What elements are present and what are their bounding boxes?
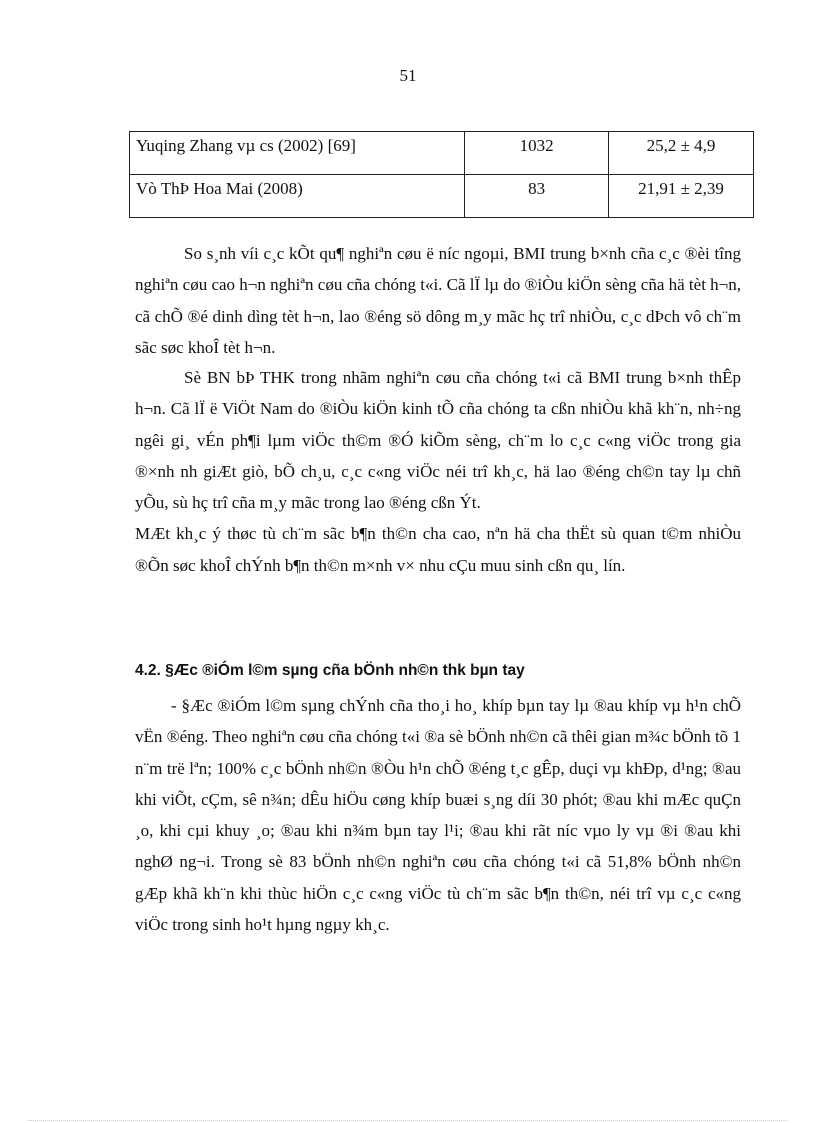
table-cell-count: 83 xyxy=(465,175,609,218)
paragraph-text: MÆt kh¸c ý thøc tù ch¨m sãc b¶n th©n cha cao, nªn hä cha thËt sù quan t©m nhiÒu ®Õn søc khoÎ chÝnh b¶n th©n m×nh v× nhu cÇu muu sinh cßn qu¸ lín. xyxy=(135,524,741,575)
paragraph-text: - §Æc ®iÓm l©m sµng chÝnh cña tho¸i ho¸ khíp bµn tay lµ ®au khíp vµ h¹n chÕ vËn ®éng. Theo nghiªn cøu cña chóng t«i ®a sè bÖnh nh©n cã thêi gian m¾c bÖnh tõ 1 n¨m trë lªn; 100% c¸c bÖnh nh©n ®Òu h¹n chÕ ®éng t¸c gÊp, duçi vµ khÐp, d¹ng; ®au khi viÕt, cÇm, sê n¾n; dÊu hiÖu cøng khíp buæi s¸ng díi 30 phót; ®au khi mÆc quÇn ¸o, khi cµi khuy ¸o; ®au khi n¾m bµn tay l¹i; ®au khi rãt níc vµo ly vµ ®i ®au khi nghØ ng¬i. Trong sè 83 bÖnh nh©n nghiªn cøu cña chóng t«i cã 51,8% bÖnh nh©n gÆp khã kh¨n khi thùc hiÖn c¸c c«ng viÖc tù ch¨m sãc b¶n th©n, néi trî vµ c¸c c«ng viÖc trong sinh ho¹t hµng ngµy kh¸c. xyxy=(135,696,741,935)
paragraph-vietnam-context xyxy=(135,362,741,581)
paragraph-bmi-comparison xyxy=(135,238,741,363)
paragraph-text: Sè BN bÞ THK trong nhãm nghiªn cøu cña chóng t«i cã BMI trung b×nh thÊp h¬n. Cã lÏ ë ViÖt Nam do ®iÒu kiÖn kinh tÕ cña chóng ta cßn nhiÒu khã kh¨n, nh÷ng ngêi gi¸ vÉn ph¶i lµm viÖc th©m ®Ó kiÕm sèng, ch¨m lo c¸c c«ng viÖc trong gia ®×nh nh giÆt giò, bÕ ch¸u, c¸c c«ng viÖc néi trî kh¸c, hä lao ®éng ch©n tay lµ chñ yÕu, sù hç trî cña m¸y mãc trong lao ®éng cßn Ýt. xyxy=(135,368,741,513)
table-row xyxy=(130,132,754,175)
section-heading: 4.2. §Æc ®iÓm l©m sµng cña bÖnh nh©n thk bµn tay xyxy=(135,662,525,679)
table-cell-author: Yuqing Zhang vµ cs (2002) [69] xyxy=(130,132,465,175)
paragraph-text: So s¸nh víi c¸c kÕt qu¶ nghiªn cøu ë níc ngoµi, BMI trung b×nh cña c¸c ®èi tîng nghiªn cøu cao h¬n nghiªn cøu cña chóng t«i. Cã lÏ lµ do ®iÒu kiÖn sèng cña hä tèt h¬n, cã chÕ ®é dinh dìng tèt h¬n, lao ®éng sö dông m¸y mãc hç trî nhiÒu, c¸c dÞch vô ch¨m sãc søc khoÎ tèt h¬n. xyxy=(135,244,742,357)
table-cell-bmi: 21,91 ± 2,39 xyxy=(609,175,754,218)
page-bottom-divider xyxy=(28,1120,788,1121)
comparison-table xyxy=(129,131,754,218)
table-cell-bmi: 25,2 ± 4,9 xyxy=(609,132,754,175)
page-number: 51 xyxy=(399,66,417,85)
table-cell-author: Vò ThÞ Hoa Mai (2008) xyxy=(130,175,465,218)
table-row xyxy=(130,175,754,218)
table-cell-count: 1032 xyxy=(465,132,609,175)
paragraph-clinical-features xyxy=(135,690,741,940)
